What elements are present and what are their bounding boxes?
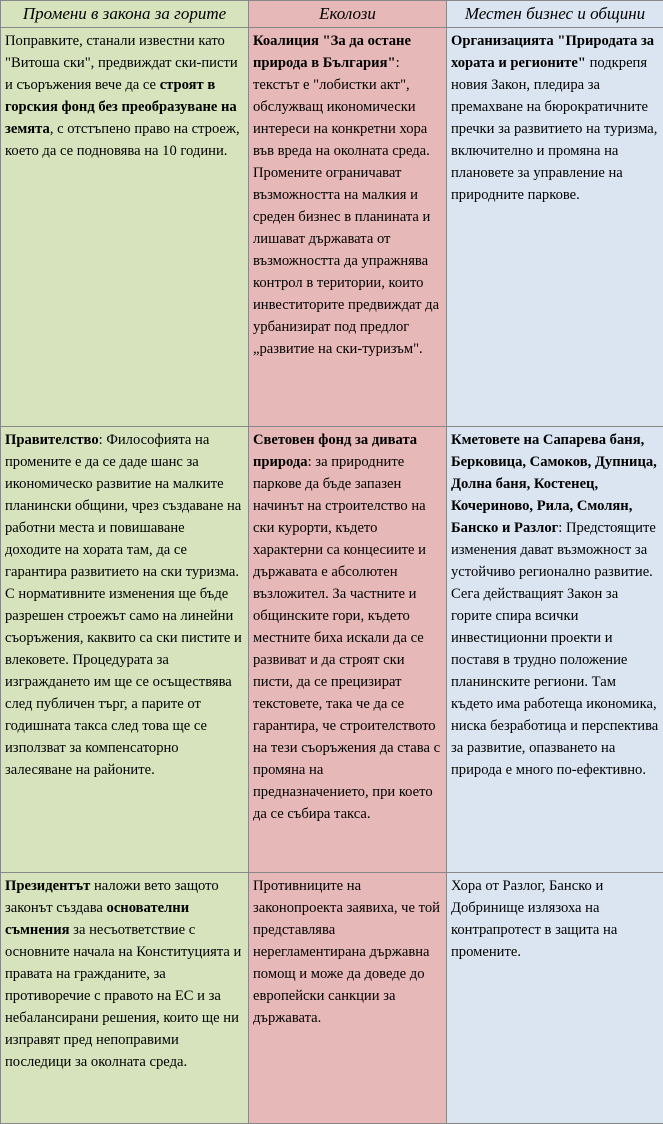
table-row [1,427,663,873]
cell-law-changes: Президентът наложи вето защото законът създава основателни съмнения за несъответствие с основните начала на Конституцията и правата на гражданите, за противоречие с правото на ЕС и за небалансирани решения, които ще ни изправят пред непоправими последици за околната среда. [1,873,249,1124]
cell-ecologists: Противниците на законопроекта заявиха, че той представлява нерегламентирана държавна помощ и може да доведе до европейски санкции за държавата. [249,873,447,1124]
header-row [1,1,663,28]
header-law-changes: Промени в закона за горите [1,1,249,28]
table-row [1,873,663,1124]
cell-ecologists: Световен фонд за дивата природа: за природните паркове да бъде запазен начинът на строителство на ски курорти, където характерни са концесиите и държавата е абсолютен възложител. За частните и общинските гори, където местните биха искали да се развиват и да строят ски писти, да се прецизират текстовете, така че да се гарантира, че строителството на тези съоръжения да става с промяна на предназначението, при което да се събира такса. [249,427,447,873]
cell-ecologists: Коалиция "За да остане природа в България": текстът е "лобистки акт", обслужващ икономически интереси на конкретни хора във вреда на околната среда. Промените ограничават възможността на малкия и среден бизнес в планината и лишават държавата от възможността да упражнява контрол в територии, които инвеститорите предвиждат да урбанизират под предлог „развитие на ски-туризъм". [249,28,447,427]
header-local-business: Местен бизнес и общини [447,1,663,28]
cell-law-changes: Правителство: Философията на промените е да се даде шанс за икономическо развитие на малките планински общини, чрез създаване на работни места и повишаване доходите на хората там, да се гарантира развитието на ски туризма. С нормативните изменения ще бъде разрешен строежът само на линейни съоръжения, каквито са ски пистите и влековете. Процедурата за изграждането им ще се осъществява след публичен търг, а парите от годишната такса след това ще се използват за компенсаторно залесяване на районите. [1,427,249,873]
header-ecologists: Еколози [249,1,447,28]
table-row [1,28,663,427]
cell-local-business: Хора от Разлог, Банско и Добринище излязоха на контрапротест в защита на промените. [447,873,663,1124]
cell-local-business: Кметовете на Сапарева баня, Берковица, Самоков, Дупница, Долна баня, Костенец, Кочериново, Рила, Смолян, Банско и Разлог: Предстоящите изменения дават възможност за устойчиво регионално развитие. Сега действащият Закон за горите спира всички инвестиционни проекти и поставя в трудно положение планинските региони. Там където има работеща икономика, ниска безработица и перспектива за развитие, опазването на природа е много по-ефективно. [447,427,663,873]
cell-law-changes: Поправките, станали известни като "Витоша ски", предвиждат ски-писти и съоръжения вече да се строят в горския фонд без преобразуване на земята, с отстъпено право на строеж, което да се подновява на 10 години. [1,28,249,427]
cell-local-business: Организацията "Природата за хората и регионите" подкрепя новия Закон, пледира за премахване на бюрократичните пречки за развитието на туризма, включително и промяна на плановете за управление на природните паркове. [447,28,663,427]
